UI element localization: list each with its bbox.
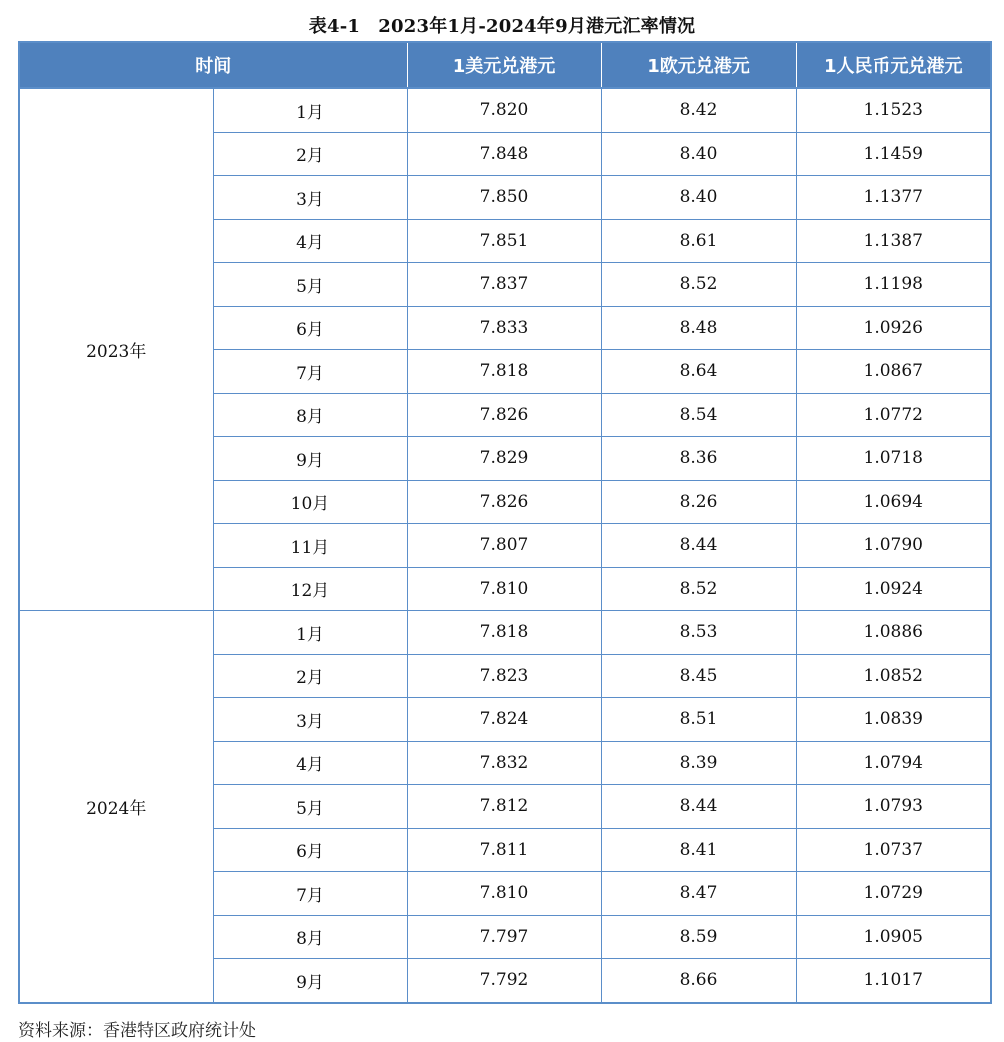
cny-rate-cell: 1.0737 bbox=[796, 828, 991, 872]
eur-rate-cell: 8.44 bbox=[601, 785, 796, 829]
cny-rate-cell: 1.0729 bbox=[796, 872, 991, 916]
eur-rate-cell: 8.54 bbox=[601, 393, 796, 437]
usd-rate-cell: 7.826 bbox=[407, 393, 601, 437]
cny-rate-cell: 1.0905 bbox=[796, 915, 991, 959]
usd-rate-cell: 7.818 bbox=[407, 350, 601, 394]
year-cell: 2024年 bbox=[19, 611, 213, 1003]
eur-rate-cell: 8.45 bbox=[601, 654, 796, 698]
cny-rate-cell: 1.0694 bbox=[796, 480, 991, 524]
month-cell: 12月 bbox=[213, 567, 407, 611]
usd-rate-cell: 7.792 bbox=[407, 959, 601, 1003]
eur-rate-cell: 8.41 bbox=[601, 828, 796, 872]
usd-rate-cell: 7.826 bbox=[407, 480, 601, 524]
usd-rate-cell: 7.829 bbox=[407, 437, 601, 481]
eur-rate-cell: 8.59 bbox=[601, 915, 796, 959]
eur-rate-cell: 8.47 bbox=[601, 872, 796, 916]
header-eur: 1欧元兑港元 bbox=[601, 42, 796, 88]
month-cell: 2月 bbox=[213, 654, 407, 698]
header-row bbox=[19, 42, 991, 88]
cny-rate-cell: 1.0867 bbox=[796, 350, 991, 394]
cny-rate-cell: 1.1017 bbox=[796, 959, 991, 1003]
month-cell: 6月 bbox=[213, 828, 407, 872]
usd-rate-cell: 7.797 bbox=[407, 915, 601, 959]
cny-rate-cell: 1.1198 bbox=[796, 263, 991, 307]
cny-rate-cell: 1.0794 bbox=[796, 741, 991, 785]
cny-rate-cell: 1.0926 bbox=[796, 306, 991, 350]
month-cell: 3月 bbox=[213, 176, 407, 220]
cny-rate-cell: 1.0718 bbox=[796, 437, 991, 481]
month-cell: 9月 bbox=[213, 959, 407, 1003]
cny-rate-cell: 1.0852 bbox=[796, 654, 991, 698]
month-cell: 11月 bbox=[213, 524, 407, 568]
cny-rate-cell: 1.1387 bbox=[796, 219, 991, 263]
eur-rate-cell: 8.48 bbox=[601, 306, 796, 350]
usd-rate-cell: 7.810 bbox=[407, 872, 601, 916]
cny-rate-cell: 1.0839 bbox=[796, 698, 991, 742]
month-cell: 1月 bbox=[213, 88, 407, 132]
usd-rate-cell: 7.837 bbox=[407, 263, 601, 307]
month-cell: 1月 bbox=[213, 611, 407, 655]
usd-rate-cell: 7.848 bbox=[407, 132, 601, 176]
table-header bbox=[19, 42, 991, 88]
month-cell: 5月 bbox=[213, 263, 407, 307]
month-cell: 2月 bbox=[213, 132, 407, 176]
eur-rate-cell: 8.53 bbox=[601, 611, 796, 655]
cny-rate-cell: 1.1459 bbox=[796, 132, 991, 176]
eur-rate-cell: 8.66 bbox=[601, 959, 796, 1003]
month-cell: 8月 bbox=[213, 393, 407, 437]
usd-rate-cell: 7.851 bbox=[407, 219, 601, 263]
table-title: 表4-1 2023年1月-2024年9月港元汇率情况 bbox=[308, 16, 696, 37]
month-cell: 8月 bbox=[213, 915, 407, 959]
month-cell: 3月 bbox=[213, 698, 407, 742]
year-cell: 2023年 bbox=[19, 88, 213, 611]
eur-rate-cell: 8.26 bbox=[601, 480, 796, 524]
exchange-rate-table bbox=[18, 41, 992, 1004]
eur-rate-cell: 8.39 bbox=[601, 741, 796, 785]
header-usd: 1美元兑港元 bbox=[407, 42, 601, 88]
eur-rate-cell: 8.40 bbox=[601, 176, 796, 220]
month-cell: 4月 bbox=[213, 741, 407, 785]
usd-rate-cell: 7.818 bbox=[407, 611, 601, 655]
usd-rate-cell: 7.833 bbox=[407, 306, 601, 350]
month-cell: 7月 bbox=[213, 350, 407, 394]
eur-rate-cell: 8.36 bbox=[601, 437, 796, 481]
usd-rate-cell: 7.820 bbox=[407, 88, 601, 132]
usd-rate-cell: 7.810 bbox=[407, 567, 601, 611]
month-cell: 10月 bbox=[213, 480, 407, 524]
header-cny: 1人民币元兑港元 bbox=[796, 42, 991, 88]
month-cell: 7月 bbox=[213, 872, 407, 916]
usd-rate-cell: 7.824 bbox=[407, 698, 601, 742]
cny-rate-cell: 1.0886 bbox=[796, 611, 991, 655]
usd-rate-cell: 7.807 bbox=[407, 524, 601, 568]
table-row bbox=[19, 611, 991, 655]
cny-rate-cell: 1.1523 bbox=[796, 88, 991, 132]
month-cell: 9月 bbox=[213, 437, 407, 481]
header-time: 时间 bbox=[19, 42, 407, 88]
cny-rate-cell: 1.0924 bbox=[796, 567, 991, 611]
eur-rate-cell: 8.52 bbox=[601, 567, 796, 611]
table-row bbox=[19, 88, 991, 132]
month-cell: 6月 bbox=[213, 306, 407, 350]
eur-rate-cell: 8.40 bbox=[601, 132, 796, 176]
exchange-rate-table-container bbox=[18, 41, 990, 1004]
eur-rate-cell: 8.61 bbox=[601, 219, 796, 263]
usd-rate-cell: 7.823 bbox=[407, 654, 601, 698]
source-note: 资料来源：香港特区政府统计处 bbox=[18, 1021, 256, 1041]
cny-rate-cell: 1.0772 bbox=[796, 393, 991, 437]
month-cell: 4月 bbox=[213, 219, 407, 263]
month-cell: 5月 bbox=[213, 785, 407, 829]
usd-rate-cell: 7.850 bbox=[407, 176, 601, 220]
usd-rate-cell: 7.811 bbox=[407, 828, 601, 872]
eur-rate-cell: 8.51 bbox=[601, 698, 796, 742]
eur-rate-cell: 8.42 bbox=[601, 88, 796, 132]
usd-rate-cell: 7.832 bbox=[407, 741, 601, 785]
cny-rate-cell: 1.0793 bbox=[796, 785, 991, 829]
cny-rate-cell: 1.0790 bbox=[796, 524, 991, 568]
eur-rate-cell: 8.52 bbox=[601, 263, 796, 307]
eur-rate-cell: 8.44 bbox=[601, 524, 796, 568]
table-body bbox=[19, 88, 991, 1003]
usd-rate-cell: 7.812 bbox=[407, 785, 601, 829]
eur-rate-cell: 8.64 bbox=[601, 350, 796, 394]
cny-rate-cell: 1.1377 bbox=[796, 176, 991, 220]
